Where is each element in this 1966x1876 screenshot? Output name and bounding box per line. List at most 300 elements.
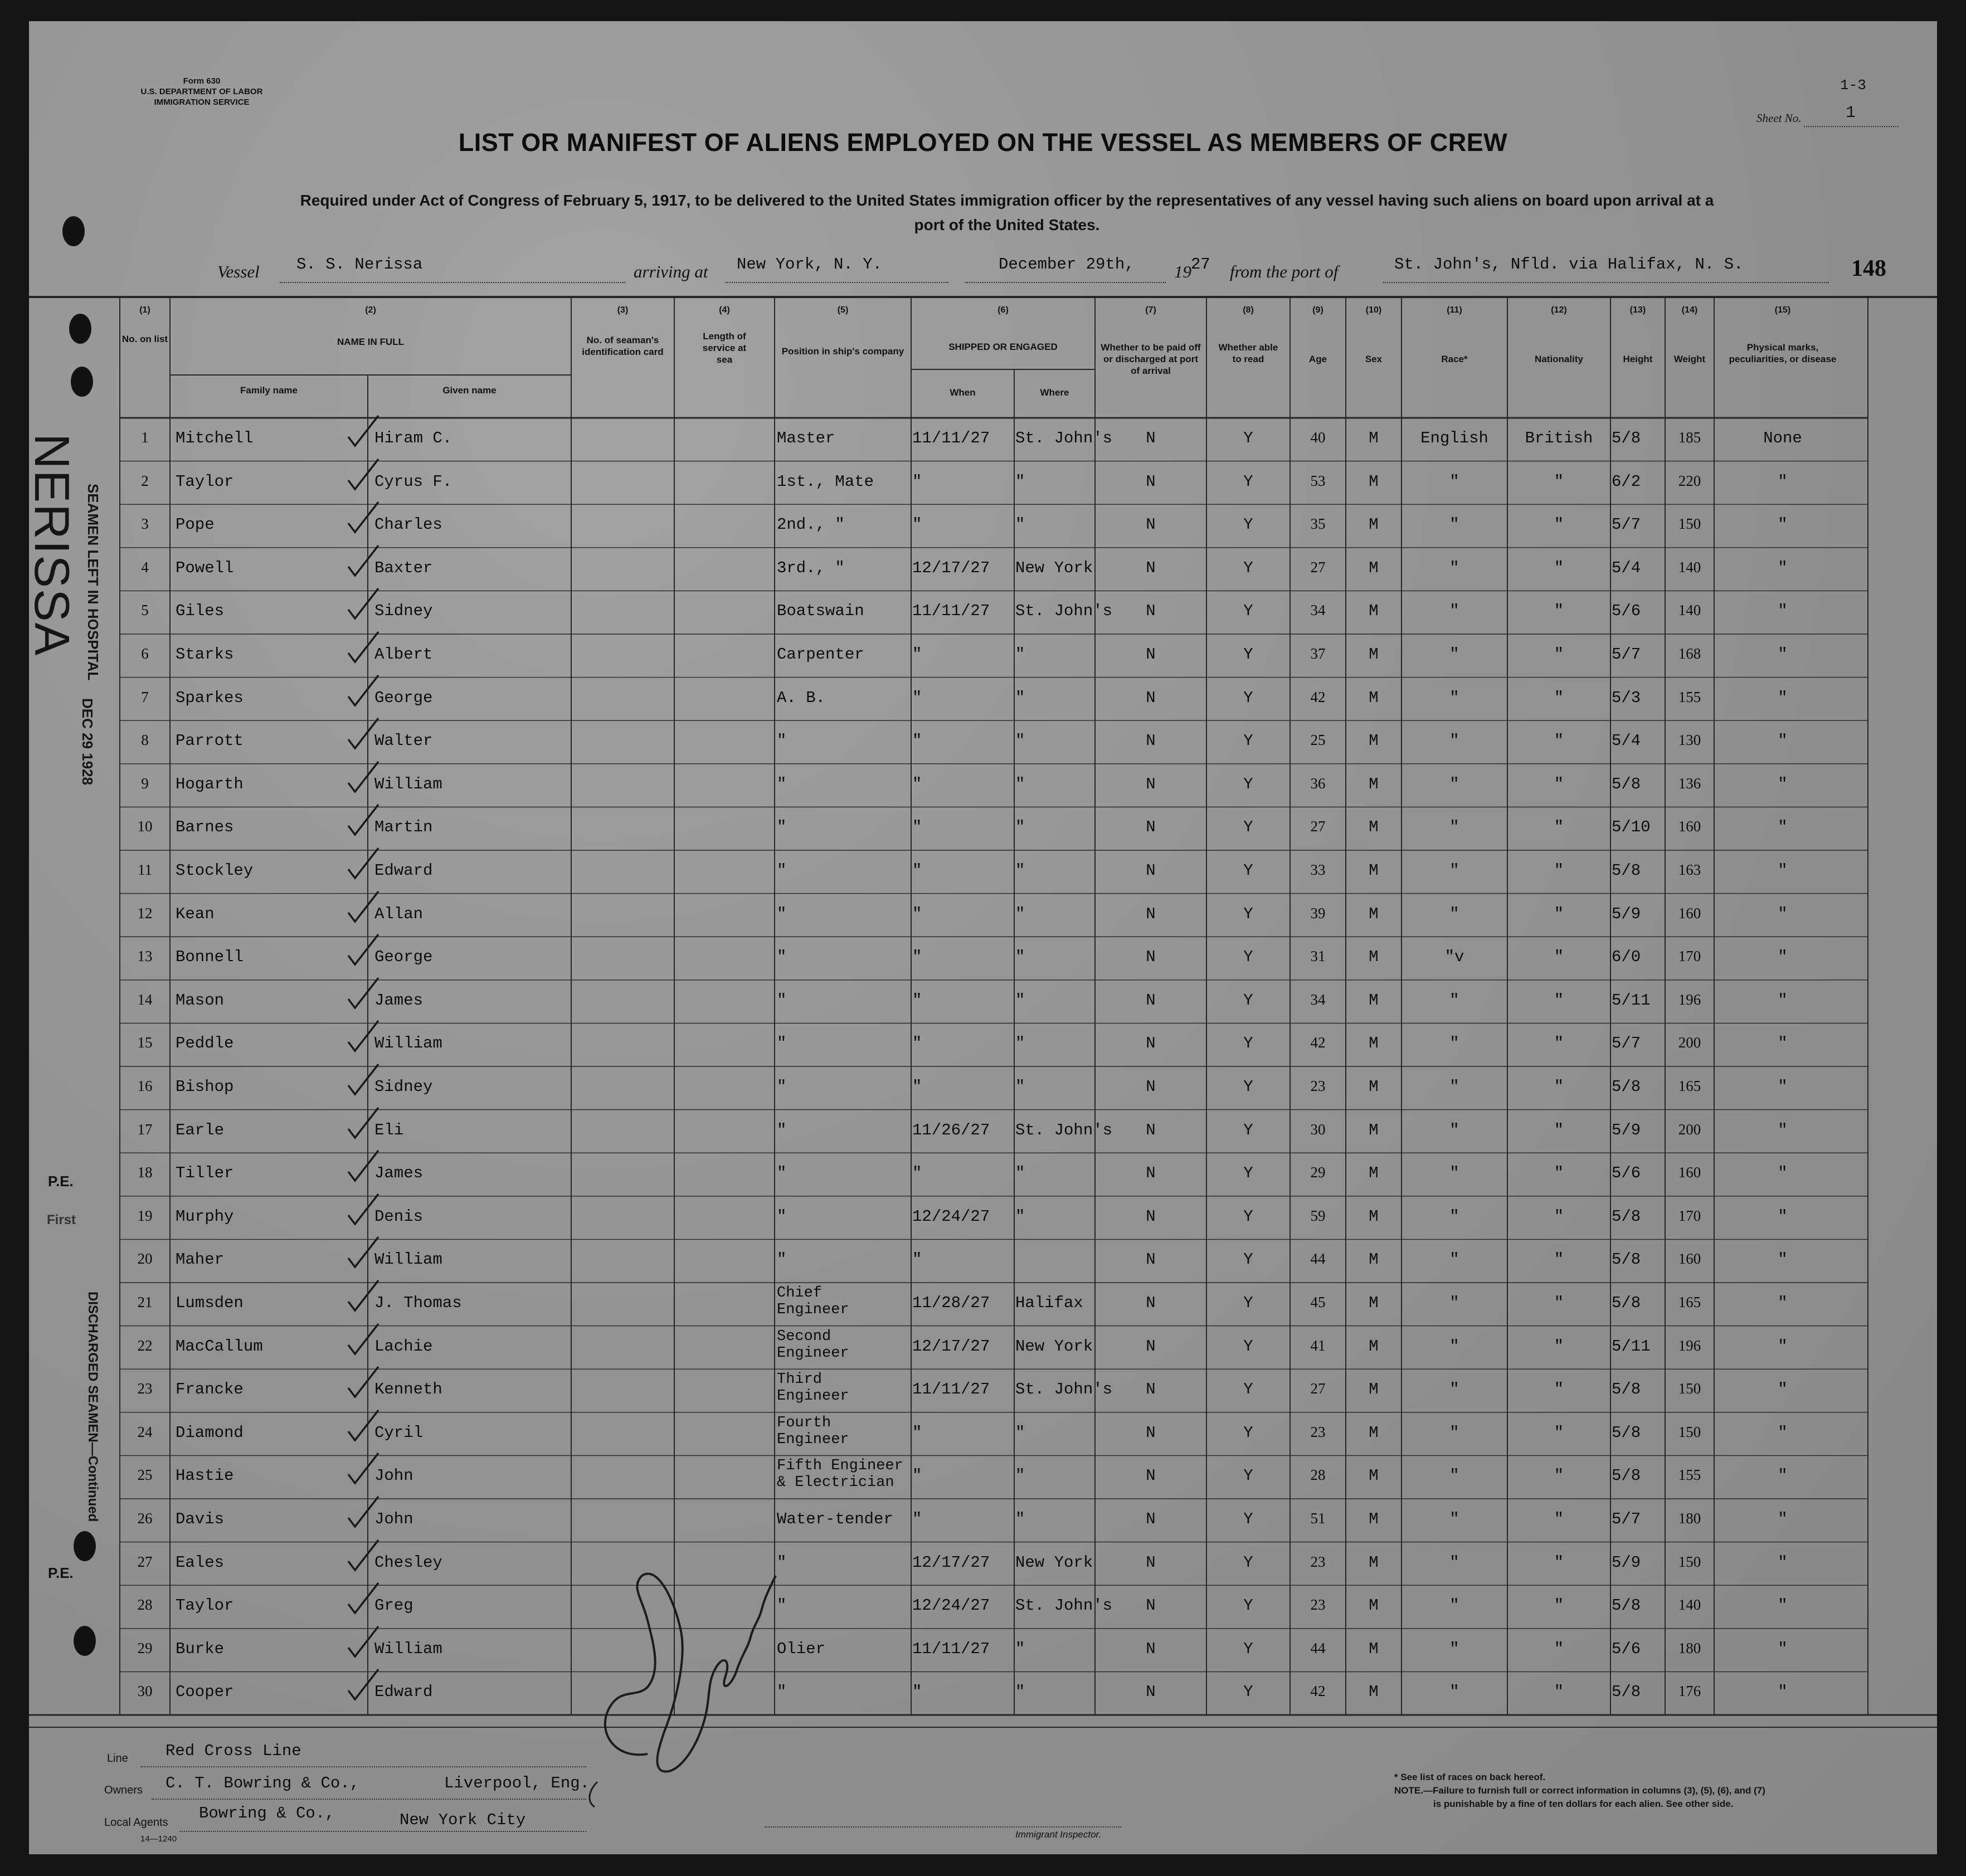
- cell-read: Y: [1243, 1466, 1253, 1485]
- cell-age: 23: [1310, 1553, 1326, 1570]
- check-mark-icon: [344, 1409, 383, 1443]
- cell-marks: ": [1778, 1639, 1788, 1658]
- cell-read: Y: [1243, 515, 1253, 534]
- cell-position: ": [777, 861, 787, 880]
- cell-paid: N: [1146, 991, 1156, 1010]
- cell-nationality: ": [1554, 1596, 1564, 1615]
- footer-note-penalty: NOTE.—Failure to furnish full or correct information in columns (3), (5), (6), and (7): [1394, 1785, 1765, 1796]
- cell-given: James: [374, 991, 424, 1010]
- cell-nationality: ": [1554, 515, 1564, 534]
- cell-weight: 165: [1678, 1294, 1701, 1310]
- check-mark-icon: [344, 933, 383, 967]
- footer-agents-city: New York City: [400, 1811, 526, 1829]
- cell-where: ": [1015, 1683, 1025, 1702]
- check-mark-icon: [344, 1107, 383, 1140]
- cell-height: 5/10: [1612, 818, 1651, 837]
- cell-when: ": [912, 774, 922, 793]
- cell-height: 5/11: [1612, 991, 1651, 1010]
- col-11-number: (11): [1447, 305, 1462, 315]
- sheet-number-label: Sheet No.: [1756, 111, 1802, 125]
- cell-height: 5/7: [1612, 645, 1641, 664]
- cell-where: St. John's: [1015, 602, 1113, 621]
- cell-age: 28: [1310, 1466, 1326, 1484]
- cell-race: ": [1449, 1639, 1459, 1658]
- cell-age: 35: [1310, 515, 1326, 533]
- cell-height: 5/8: [1612, 1078, 1641, 1096]
- cell-read: Y: [1243, 1164, 1253, 1183]
- cell-position: ": [777, 948, 787, 967]
- cell-position: ": [777, 904, 787, 923]
- from-port: St. John's, Nfld. via Halifax, N. S.: [1394, 255, 1744, 274]
- cell-nationality: ": [1554, 1164, 1564, 1183]
- cell-marks: ": [1778, 1683, 1788, 1702]
- col-1-header: No. on list: [121, 334, 168, 344]
- cell-paid: N: [1146, 1078, 1156, 1096]
- cell-height: 5/3: [1612, 688, 1641, 707]
- cell-when: ": [912, 861, 922, 880]
- footer-line-label: Line: [107, 1752, 128, 1765]
- cell-sex: M: [1369, 1639, 1379, 1658]
- cell-family: Taylor: [176, 472, 234, 491]
- cell-position: ": [777, 991, 787, 1010]
- cell-weight: 163: [1678, 861, 1701, 878]
- cell-no: 29: [137, 1639, 153, 1656]
- col-2a-header: Family name: [240, 385, 298, 396]
- cell-age: 59: [1310, 1207, 1326, 1224]
- cell-nationality: ": [1554, 818, 1564, 837]
- cell-race: ": [1449, 515, 1459, 534]
- cell-marks: None: [1763, 429, 1802, 447]
- cell-paid: N: [1146, 1294, 1156, 1312]
- cell-race: ": [1449, 558, 1459, 577]
- cell-age: 34: [1310, 602, 1326, 619]
- cell-family: Bonnell: [176, 948, 244, 967]
- cell-age: 27: [1310, 818, 1326, 835]
- cell-no: 4: [141, 558, 149, 576]
- cell-where: ": [1015, 645, 1025, 664]
- cell-no: 20: [137, 1250, 153, 1268]
- arrival-date: December 29th,: [999, 255, 1135, 274]
- cell-sex: M: [1369, 1553, 1379, 1572]
- cell-weight: 165: [1678, 1078, 1701, 1094]
- cell-weight: 150: [1678, 1423, 1701, 1440]
- check-mark-icon: [344, 1495, 383, 1529]
- cell-position: [777, 1458, 911, 1491]
- cell-paid: N: [1146, 558, 1156, 577]
- cell-no: 28: [137, 1596, 153, 1614]
- sheet-reference: 1-3: [1840, 77, 1866, 94]
- cell-sex: M: [1369, 1250, 1379, 1269]
- col-8-header: Whether able to read: [1218, 342, 1278, 364]
- cell-race: ": [1449, 1164, 1459, 1183]
- cell-position: ": [777, 1034, 787, 1053]
- check-mark-icon: [344, 1323, 383, 1356]
- cell-where: New York: [1015, 558, 1093, 577]
- col-3-number: (3): [617, 305, 629, 315]
- cell-read: Y: [1243, 1337, 1253, 1356]
- check-mark-icon: [344, 458, 383, 491]
- cell-paid: N: [1146, 818, 1156, 837]
- cell-given: Martin: [374, 818, 433, 837]
- cell-race: ": [1449, 818, 1459, 837]
- cell-paid: N: [1146, 861, 1156, 880]
- cell-no: 6: [141, 645, 149, 662]
- cell-paid: N: [1146, 1164, 1156, 1183]
- cell-age: 23: [1310, 1423, 1326, 1440]
- cell-race: ": [1449, 991, 1459, 1010]
- cell-given: Albert: [374, 645, 433, 664]
- cell-race: ": [1449, 732, 1459, 751]
- cell-height: 5/6: [1612, 602, 1641, 621]
- check-mark-icon: [344, 1193, 383, 1226]
- cell-when: ": [912, 948, 922, 967]
- cell-height: 5/8: [1612, 1380, 1641, 1399]
- cell-nationality: ": [1554, 1553, 1564, 1572]
- cell-position: ": [777, 818, 787, 837]
- cell-race: ": [1449, 1380, 1459, 1399]
- cell-nationality: ": [1554, 1639, 1564, 1658]
- cell-nationality: ": [1554, 1294, 1564, 1312]
- cell-marks: ": [1778, 602, 1788, 621]
- cell-when: ": [912, 1078, 922, 1096]
- cell-sex: M: [1369, 861, 1379, 880]
- cell-family: Francke: [176, 1380, 244, 1399]
- inspector-label: Immigrant Inspector.: [1015, 1829, 1102, 1840]
- footer-agents-label: Local Agents: [104, 1816, 168, 1829]
- cell-position: ": [777, 1164, 787, 1183]
- col-15-number: (15): [1774, 305, 1791, 315]
- cell-given: James: [374, 1164, 424, 1183]
- cell-race: ": [1449, 774, 1459, 793]
- cell-no: 16: [137, 1078, 153, 1094]
- cell-age: 40: [1310, 429, 1326, 446]
- margin-stamp-vessel: NERISSA: [25, 433, 80, 657]
- cell-position: ": [777, 1683, 787, 1702]
- cell-where: New York: [1015, 1553, 1093, 1572]
- cell-no: 17: [137, 1120, 153, 1138]
- cell-age: 34: [1310, 991, 1326, 1008]
- cell-height: 5/6: [1612, 1164, 1641, 1183]
- cell-no: 13: [137, 948, 153, 965]
- cell-nationality: ": [1554, 1423, 1564, 1442]
- check-mark-icon: [344, 1452, 383, 1485]
- cell-paid: N: [1146, 1423, 1156, 1442]
- cell-given: Walter: [374, 732, 433, 751]
- cell-age: 23: [1310, 1078, 1326, 1094]
- cell-race: ": [1449, 1250, 1459, 1269]
- cell-nationality: British: [1525, 429, 1593, 447]
- cell-weight: 168: [1678, 645, 1701, 662]
- cell-marks: ": [1778, 991, 1788, 1010]
- cell-paid: N: [1146, 1466, 1156, 1485]
- cell-no: 1: [141, 429, 149, 446]
- cell-weight: 200: [1678, 1034, 1701, 1051]
- cell-age: 27: [1310, 558, 1326, 576]
- cell-no: 22: [137, 1337, 153, 1354]
- cell-position: Boatswain: [777, 602, 864, 621]
- cell-marks: ": [1778, 472, 1788, 491]
- cell-read: Y: [1243, 1639, 1253, 1658]
- cell-nationality: ": [1554, 472, 1564, 491]
- cell-nationality: ": [1554, 1683, 1564, 1702]
- cell-weight: 160: [1678, 1164, 1701, 1181]
- col-9-number: (9): [1312, 305, 1323, 315]
- manifest-sheet: [25, 21, 1937, 1854]
- cell-no: 18: [137, 1164, 153, 1181]
- cell-where: ": [1015, 948, 1025, 967]
- cell-marks: ": [1778, 774, 1788, 793]
- cell-marks: ": [1778, 1423, 1788, 1442]
- cell-nationality: ": [1554, 1250, 1564, 1269]
- punch-hole: [74, 1626, 96, 1656]
- cell-marks: ": [1778, 1380, 1788, 1399]
- subtitle-line-1: Required under Act of Congress of February 5, 1917, to be delivered to the United States immigration officer by the representatives of any vessel having such aliens on board upon arrival at a: [300, 192, 1714, 209]
- cell-given: Kenneth: [374, 1380, 442, 1399]
- footer-form-code: 14—1240: [140, 1834, 177, 1844]
- cell-weight: 185: [1678, 429, 1701, 446]
- cell-where: ": [1015, 991, 1025, 1010]
- cell-position: ": [777, 1207, 787, 1226]
- cell-race: ": [1449, 1294, 1459, 1312]
- cell-race: English: [1420, 429, 1488, 447]
- col-11-header: Race*: [1441, 354, 1468, 364]
- cell-given: Edward: [374, 861, 433, 880]
- cell-given: William: [374, 1639, 442, 1658]
- cell-no: 25: [137, 1466, 153, 1484]
- check-mark-icon: [344, 1063, 383, 1097]
- col-13-header: Height: [1623, 354, 1653, 364]
- cell-height: 5/8: [1612, 861, 1641, 880]
- footer-owners-rule: [152, 1799, 586, 1800]
- check-mark-icon: [344, 803, 383, 837]
- cell-marks: ": [1778, 1553, 1788, 1572]
- cell-no: 14: [137, 991, 153, 1008]
- cell-marks: ": [1778, 515, 1788, 534]
- cell-height: 5/9: [1612, 904, 1641, 923]
- cell-age: 39: [1310, 904, 1326, 922]
- cell-where: ": [1015, 861, 1025, 880]
- cell-when: ": [912, 1510, 922, 1528]
- position-line: Engineer: [777, 1302, 849, 1318]
- col-5-header: Position in ship's company: [781, 346, 904, 357]
- cell-family: Taylor: [176, 1596, 234, 1615]
- position-line: Engineer: [777, 1344, 849, 1362]
- cell-race: ": [1449, 1207, 1459, 1226]
- cell-height: 5/8: [1612, 1683, 1641, 1702]
- col-2-header: NAME IN FULL: [337, 337, 404, 347]
- inspector-signature-line: [765, 1826, 1121, 1828]
- cell-marks: ": [1778, 1120, 1788, 1139]
- cell-family: Bishop: [176, 1078, 234, 1096]
- cell-position: [777, 1371, 911, 1405]
- cell-weight: 155: [1678, 1466, 1701, 1484]
- cell-height: 5/7: [1612, 1510, 1641, 1528]
- cell-nationality: ": [1554, 732, 1564, 751]
- cell-read: Y: [1243, 904, 1253, 923]
- cell-where: ": [1015, 688, 1025, 707]
- cell-position: 1st., Mate: [777, 472, 874, 491]
- cell-family: Peddle: [176, 1034, 234, 1053]
- check-mark-icon: [344, 1149, 383, 1183]
- col-6-number: (6): [997, 305, 1009, 315]
- cell-height: 5/8: [1612, 1207, 1641, 1226]
- cell-marks: ": [1778, 1034, 1788, 1053]
- cell-when: 11/11/27: [912, 1639, 990, 1658]
- cell-given: George: [374, 688, 433, 707]
- cell-read: Y: [1243, 1120, 1253, 1139]
- cell-when: ": [912, 732, 922, 751]
- col-5-number: (5): [837, 305, 849, 315]
- punch-hole: [71, 367, 93, 397]
- arriving-port: New York, N. Y.: [737, 255, 883, 274]
- check-mark-icon: [344, 1668, 383, 1702]
- cell-age: 23: [1310, 1596, 1326, 1614]
- cell-position: ": [777, 1553, 787, 1572]
- cell-read: Y: [1243, 1423, 1253, 1442]
- arrival-year: 27: [1191, 255, 1210, 274]
- check-mark-icon: [344, 890, 383, 924]
- cell-race: ": [1449, 1034, 1459, 1053]
- cell-family: Tiller: [176, 1164, 234, 1183]
- subtitle-line-2: port of the United States.: [914, 216, 1100, 233]
- cell-position: ": [777, 774, 787, 793]
- cell-sex: M: [1369, 991, 1379, 1010]
- cell-marks: ": [1778, 1294, 1788, 1312]
- cell-read: Y: [1243, 472, 1253, 491]
- form-number: Form 630: [183, 76, 221, 86]
- cell-race: ": [1449, 904, 1459, 923]
- cell-given: Sidney: [374, 602, 433, 621]
- cell-marks: ": [1778, 558, 1788, 577]
- cell-read: Y: [1243, 1250, 1253, 1269]
- cell-marks: ": [1778, 1078, 1788, 1096]
- cell-sex: M: [1369, 1078, 1379, 1096]
- cell-paid: N: [1146, 472, 1156, 491]
- cell-when: ": [912, 472, 922, 491]
- cell-where: ": [1015, 904, 1025, 923]
- position-line: Engineer: [777, 1431, 849, 1448]
- margin-stamp-hospital: SEAMEN LEFT IN HOSPITAL: [85, 484, 101, 681]
- cell-given: John: [374, 1510, 413, 1528]
- page-title: LIST OR MANIFEST OF ALIENS EMPLOYED ON THE VESSEL AS MEMBERS OF CREW: [458, 128, 1508, 157]
- cell-height: 5/11: [1612, 1337, 1651, 1356]
- cell-nationality: ": [1554, 1078, 1564, 1096]
- cell-family: Davis: [176, 1510, 225, 1528]
- check-mark-icon: [344, 1279, 383, 1313]
- cell-weight: 130: [1678, 732, 1701, 749]
- cell-no: 12: [137, 904, 153, 922]
- position-line: & Electrician: [777, 1474, 894, 1492]
- punch-hole: [74, 1531, 96, 1561]
- cell-sex: M: [1369, 732, 1379, 751]
- cell-read: Y: [1243, 688, 1253, 707]
- cell-race: ": [1449, 1466, 1459, 1485]
- cell-position: Water-tender: [777, 1510, 893, 1528]
- cell-where: ": [1015, 1639, 1025, 1658]
- stamped-number: 148: [1851, 256, 1886, 281]
- col-14-number: (14): [1681, 305, 1698, 315]
- cell-family: Pope: [176, 515, 215, 534]
- check-mark-icon: [344, 1625, 383, 1659]
- cell-no: 2: [141, 472, 149, 489]
- cell-when: 11/28/27: [912, 1294, 990, 1312]
- cell-when: 12/24/27: [912, 1207, 990, 1226]
- cell-when: ": [912, 904, 922, 923]
- cell-position: 2nd., ": [777, 515, 845, 534]
- cell-height: 5/7: [1612, 1034, 1641, 1053]
- cell-marks: ": [1778, 1207, 1788, 1226]
- cell-race: "v: [1444, 948, 1464, 967]
- cell-height: 6/2: [1612, 472, 1641, 491]
- cell-family: Cooper: [176, 1683, 234, 1702]
- cell-weight: 196: [1678, 991, 1701, 1008]
- cell-given: Charles: [374, 515, 442, 534]
- cell-age: 42: [1310, 688, 1326, 705]
- cell-weight: 170: [1678, 1207, 1701, 1224]
- cell-age: 25: [1310, 732, 1326, 749]
- cell-no: 10: [137, 818, 153, 835]
- position-line: Third: [777, 1371, 823, 1388]
- cell-weight: 200: [1678, 1120, 1701, 1138]
- cell-family: Powell: [176, 558, 234, 577]
- cell-paid: N: [1146, 1510, 1156, 1528]
- cell-weight: 155: [1678, 688, 1701, 705]
- cell-no: 23: [137, 1380, 153, 1397]
- cell-when: ": [912, 645, 922, 664]
- cell-weight: 140: [1678, 1596, 1701, 1614]
- cell-when: ": [912, 818, 922, 837]
- cell-sex: M: [1369, 1510, 1379, 1528]
- cell-race: ": [1449, 645, 1459, 664]
- check-mark-icon: [344, 544, 383, 578]
- cell-read: Y: [1243, 1380, 1253, 1399]
- cell-read: Y: [1243, 645, 1253, 664]
- cell-nationality: ": [1554, 1034, 1564, 1053]
- cell-given: Sidney: [374, 1078, 433, 1096]
- year-prefix: 19: [1174, 262, 1191, 281]
- cell-family: Hogarth: [176, 774, 244, 793]
- cell-paid: N: [1146, 1639, 1156, 1658]
- cell-sex: M: [1369, 558, 1379, 577]
- cell-when: 11/11/27: [912, 1380, 990, 1399]
- cell-when: 12/17/27: [912, 1553, 990, 1572]
- cell-family: MacCallum: [176, 1337, 263, 1356]
- cell-nationality: ": [1554, 1510, 1564, 1528]
- cell-family: Eales: [176, 1553, 225, 1572]
- cell-no: 11: [138, 861, 152, 878]
- cell-marks: ": [1778, 1164, 1788, 1183]
- cell-height: 5/8: [1612, 774, 1641, 793]
- cell-family: Lumsden: [176, 1294, 244, 1312]
- cell-given: Cyril: [374, 1423, 424, 1442]
- cell-where: ": [1015, 515, 1025, 534]
- cell-nationality: ": [1554, 1337, 1564, 1356]
- cell-height: 5/8: [1612, 1596, 1641, 1615]
- cell-read: Y: [1243, 732, 1253, 751]
- cell-given: Lachie: [374, 1337, 433, 1356]
- check-mark-icon: [344, 501, 383, 534]
- cell-age: 36: [1310, 774, 1326, 792]
- cell-family: Giles: [176, 602, 225, 621]
- cell-paid: N: [1146, 1034, 1156, 1053]
- cell-read: Y: [1243, 774, 1253, 793]
- cell-sex: M: [1369, 602, 1379, 621]
- cell-position: [777, 1415, 911, 1448]
- col-1-number: (1): [139, 305, 150, 315]
- cell-family: Mitchell: [176, 429, 254, 447]
- cell-position: Olier: [777, 1639, 826, 1658]
- cell-read: Y: [1243, 1078, 1253, 1096]
